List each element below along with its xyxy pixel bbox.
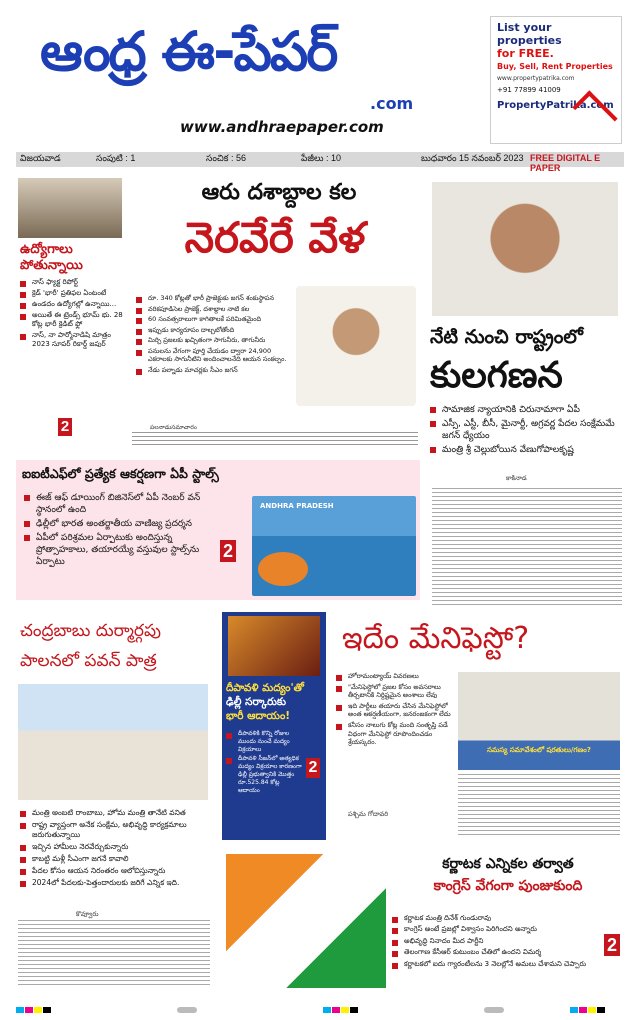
list-item: రాష్ట్ర వ్యాప్తంగా అనేక సంక్షేమ, అభివృద్ధి కార్యక్రమాలు జరుగుతున్నాయి: [20, 820, 212, 840]
dateline-pages: పేజీలు : 10: [301, 153, 341, 163]
print-color-strip: [16, 998, 624, 1006]
logo-text: ఆంధ్ర ఈ-పేపర్: [40, 20, 337, 83]
dateline-bar: [16, 152, 624, 173]
masthead-logo: [40, 14, 460, 134]
list-item: అభివృద్ధి నినాదం మీద పార్టీని: [392, 937, 602, 946]
dateline-city: విజయవాడ: [20, 153, 61, 163]
list-item: క్రెడ్ 'భారీ' ప్రతిఫల ఏంటంటే: [20, 289, 124, 298]
list-item: పనులను వేగంగా పూర్తి చేయడం ద్వారా 24,900 ఎకరాలకు సాగునీటిని అందించాలనేది ఆయన సంకల్పం.: [136, 347, 296, 364]
list-item: కర్ణాటక మంత్రి దినేశ్ గుండురావు: [392, 914, 602, 923]
meeting-caption: సమస్య సమావేశంలో షరతులు/గణం?: [487, 746, 591, 754]
dateline-volume: సంపుటి : 1: [96, 153, 136, 163]
list-item: ఇది పార్టీలు తయారు చేసిన మేనిఫెస్టోలో అంత ఆకర్షణీయంగా, జనరంజకంగా లేదు: [336, 702, 454, 719]
ad-url: www.propertypatrika.com: [497, 75, 575, 82]
list-item: నాస్ ఫ్యాక్ట రిపోర్ట్: [20, 278, 124, 287]
ad-brand: PropertyPatrika.com: [497, 100, 614, 111]
list-item: మిర్చి ప్రజలకు ఖచ్చితంగా సాగునీరు, తాగునీరు: [136, 336, 296, 345]
page-ref-badge[interactable]: 2: [604, 934, 620, 956]
list-item: మంత్రి శ్రీ చెల్లుబోయిన వేణుగోపాలకృష్ణ: [430, 444, 620, 456]
lead-bullets: [136, 294, 296, 376]
karnataka-story[interactable]: [222, 850, 624, 992]
lead-headline: నెరవేరే వేళ: [184, 213, 366, 262]
page-ref-badge[interactable]: 2: [306, 758, 320, 778]
list-item: దీపావళి సీజన్‌లో అత్యధిక మద్యం విక్రయాల కారణంగా ఢిల్లీ ప్రభుత్వానికి మొత్తం రూ.525.84 కోట్ల ఆదాయం: [226, 755, 302, 794]
ad-phone: +91 77899 41009: [497, 86, 561, 94]
list-item: సామాజిక న్యాయానికి చిరునామాగా ఏపీ: [430, 404, 620, 416]
census-bullets: [430, 404, 620, 458]
list-item: ఎస్సీ, ఎస్టీ, బీసీ, మైనార్టీ, అగ్రవర్ణ పేదల సంక్షేమమే జగన్ ధ్యేయం: [430, 418, 620, 442]
pawan-headline1: చంద్రబాబు దుర్మార్గపు: [20, 621, 161, 641]
shrimp-display: [258, 552, 308, 586]
pawan-story[interactable]: [16, 612, 212, 992]
list-item: రూ. 340 కోట్లతో భారీ ప్రాజెక్టుకు జగన్ శంకుస్థాపన: [136, 294, 296, 303]
list-item: ఈజ్ ఆఫ్ డూయింగ్ బిజినెస్‌లో ఏపీ నెంబర్ వన్ స్థానంలో ఉంది: [24, 492, 214, 516]
lead-story[interactable]: [130, 176, 420, 446]
page-ref-badge[interactable]: 2: [58, 418, 72, 436]
list-item: ఉండదం ఉద్యోగల్లో ఉన్నాయి...: [20, 300, 124, 309]
pawan-body-text: [18, 920, 210, 986]
list-item: ఇచ్చిన హామీలు నెరవేర్చుకున్నారు: [20, 842, 212, 852]
ad-line2: properties: [497, 34, 562, 47]
list-item: హోరామంట్యాయ్ వివరణలు: [336, 672, 454, 681]
liquor-headline2: ఢిల్లీ సర్కారుకు: [226, 696, 287, 708]
liquor-headline1: దీపావళి మద్యం'తో: [226, 682, 304, 694]
liquor-bullets: [226, 730, 302, 796]
census-headline2: కులగణన: [430, 355, 563, 396]
list-item: కర్ణాటకలో ఐదు గ్యారంటీలను 3 నెలల్లోనే అమలు చేశామని చెప్పారు: [392, 960, 602, 969]
lead-body-text: [132, 432, 418, 446]
census-byline: కాకినాడ: [506, 474, 527, 482]
list-item: కాబట్టి మళ్లీ సీఎంగా జగనే కావాలి: [20, 854, 212, 864]
dateline-issue: సంచిక : 56: [206, 153, 246, 163]
list-item: అయితే ఈ ట్రెండ్స్ భూమ్ భు. 28 కోట్ల భారీ క్రెడిట్ ఫ్లో: [20, 311, 124, 329]
jobs-headline: ఉద్యోగాలు పోతున్నాయి: [20, 242, 83, 273]
list-item: 60 సంవత్సరాలుగా కాగితాలకే పరిమితమైంది: [136, 315, 296, 324]
census-body-text: [432, 488, 622, 608]
site-url[interactable]: www.andhraepaper.com: [180, 118, 384, 136]
liquor-story[interactable]: [222, 612, 326, 840]
list-item: మంత్రి అంబటి రాంబాబు, హోమ మంత్రి తానేటి వనిత: [20, 808, 212, 818]
census-story[interactable]: [426, 176, 624, 486]
list-item: ఏపీలో పరిశ్రమల ఏర్పాటుకు అందిస్తున్న ప్రోత్సాహకాలు, తయారయ్యే వస్తువుల స్టాల్స్‌ను ఏర్పాటు: [24, 532, 214, 568]
list-item: 2024లో పేదలకు-పెత్తందారులకు జరిగే ఎన్నిక ఇది.: [20, 878, 212, 888]
property-ad[interactable]: [490, 16, 622, 144]
ad-line3: for FREE.: [497, 47, 554, 60]
list-item: ఢిల్లీలో భారత అంతర్జాతీయ వాణిజ్య ప్రదర్శన: [24, 518, 214, 530]
jobs-photo: [18, 178, 122, 238]
list-item: కనీసం నాలుగు కోట్ల మంది సంతృప్తి పడే విధంగా మేనిఫెస్టో రూపొందించడం శ్రేయస్కరం.: [336, 721, 454, 747]
karnataka-headline1: కర్ణాటక ఎన్నికల తర్వాత: [442, 856, 574, 872]
dateline-date: బుధవారం 15 నవంబర్ 2023: [421, 153, 524, 163]
list-item: దీపావళికి కొన్ని రోజుల ముందు నుంచే మద్యం విక్రయాలు: [226, 730, 302, 753]
logo-com: .com: [370, 94, 414, 113]
pawan-byline: కొవ్వూరు: [76, 910, 99, 918]
pawan-headline2: పాలనలో పవన్ పాత్ర: [20, 651, 157, 671]
jobs-story[interactable]: [16, 176, 126, 442]
congress-flags-photo: [226, 854, 386, 988]
pawan-bullets: [20, 808, 212, 890]
cm-photo: [296, 286, 416, 406]
ad-line1: List your: [497, 21, 552, 34]
ad-sub: Buy, Sell, Rent Properties: [497, 62, 613, 71]
stall-sign: ANDHRA PRADESH: [260, 502, 334, 510]
manifesto-body-text: [458, 774, 620, 838]
karnataka-bullets: [392, 914, 602, 971]
karnataka-headline2: కాంగ్రెస్ వేగంగా పుంజుకుంది: [433, 878, 583, 894]
liquor-headline3: భారీ ఆదాయం!: [226, 710, 291, 722]
list-item: నేడు పల్నాడు మాచర్లకు సీఎం జగన్: [136, 366, 296, 375]
manifesto-headline: ఇదేం మేనిఫెస్టో?: [342, 621, 530, 656]
list-item: ఇప్పుడు కార్యరూపం దాల్చబోతోంది: [136, 326, 296, 335]
census-headline1: నేటి నుంచి రాష్ట్రంలో: [430, 326, 583, 348]
liquor-photo: [228, 616, 320, 676]
manifesto-story[interactable]: [332, 612, 624, 842]
manifesto-bullets: [336, 672, 454, 749]
lead-byline: పలనాడుసమాచారం: [150, 424, 197, 431]
meeting-photo: [458, 672, 620, 770]
lead-kicker: ఆరు దశాబ్దాల కల: [201, 180, 357, 205]
manifesto-byline: పశ్చిమ గోదావరి: [348, 810, 389, 818]
stall-photo: [252, 496, 416, 596]
itf-headline: ఐఐటీఎఫ్‌లో ప్రత్యేక ఆకర్షణగా ఏపీ స్టాల్స్: [22, 466, 219, 481]
list-item: "మేనిఫెస్టోలో ప్రజల కోసం అవసరాలు తీర్చటానికి నిర్దిష్టమైన అంశాలు లేవు: [336, 683, 454, 700]
list-item: తెలంగాణ కేసీఆర్ కుటుంబం చేతిలో ఉందని విమర్శ: [392, 948, 602, 957]
list-item: వరికపూడిసెల ప్రాజెక్ట్, దశాబ్దాల నాటి కల: [136, 305, 296, 314]
page-ref-badge[interactable]: 2: [220, 540, 236, 562]
house-roof-icon: [572, 90, 617, 135]
dateline-tag: FREE DIGITAL E PAPER: [530, 153, 601, 173]
list-item: నాస్, నా పార్మోనాడిషి మాత్రం 2023 సూపర్ రికార్డ్ జపుర్: [20, 331, 124, 349]
minister-photo: [432, 182, 618, 316]
list-item: కాంగ్రెస్ అంటే ప్రజల్లో విశ్వాసం పెరిగిందని అన్నారు: [392, 925, 602, 934]
jobs-bullets: [20, 278, 124, 351]
itf-story[interactable]: [16, 460, 420, 600]
itf-bullets: [24, 492, 214, 570]
list-item: పేదల కోసం ఆయన నిరంతరం ఆలోచిస్తున్నారు: [20, 866, 212, 876]
rally-photo: [18, 684, 208, 800]
